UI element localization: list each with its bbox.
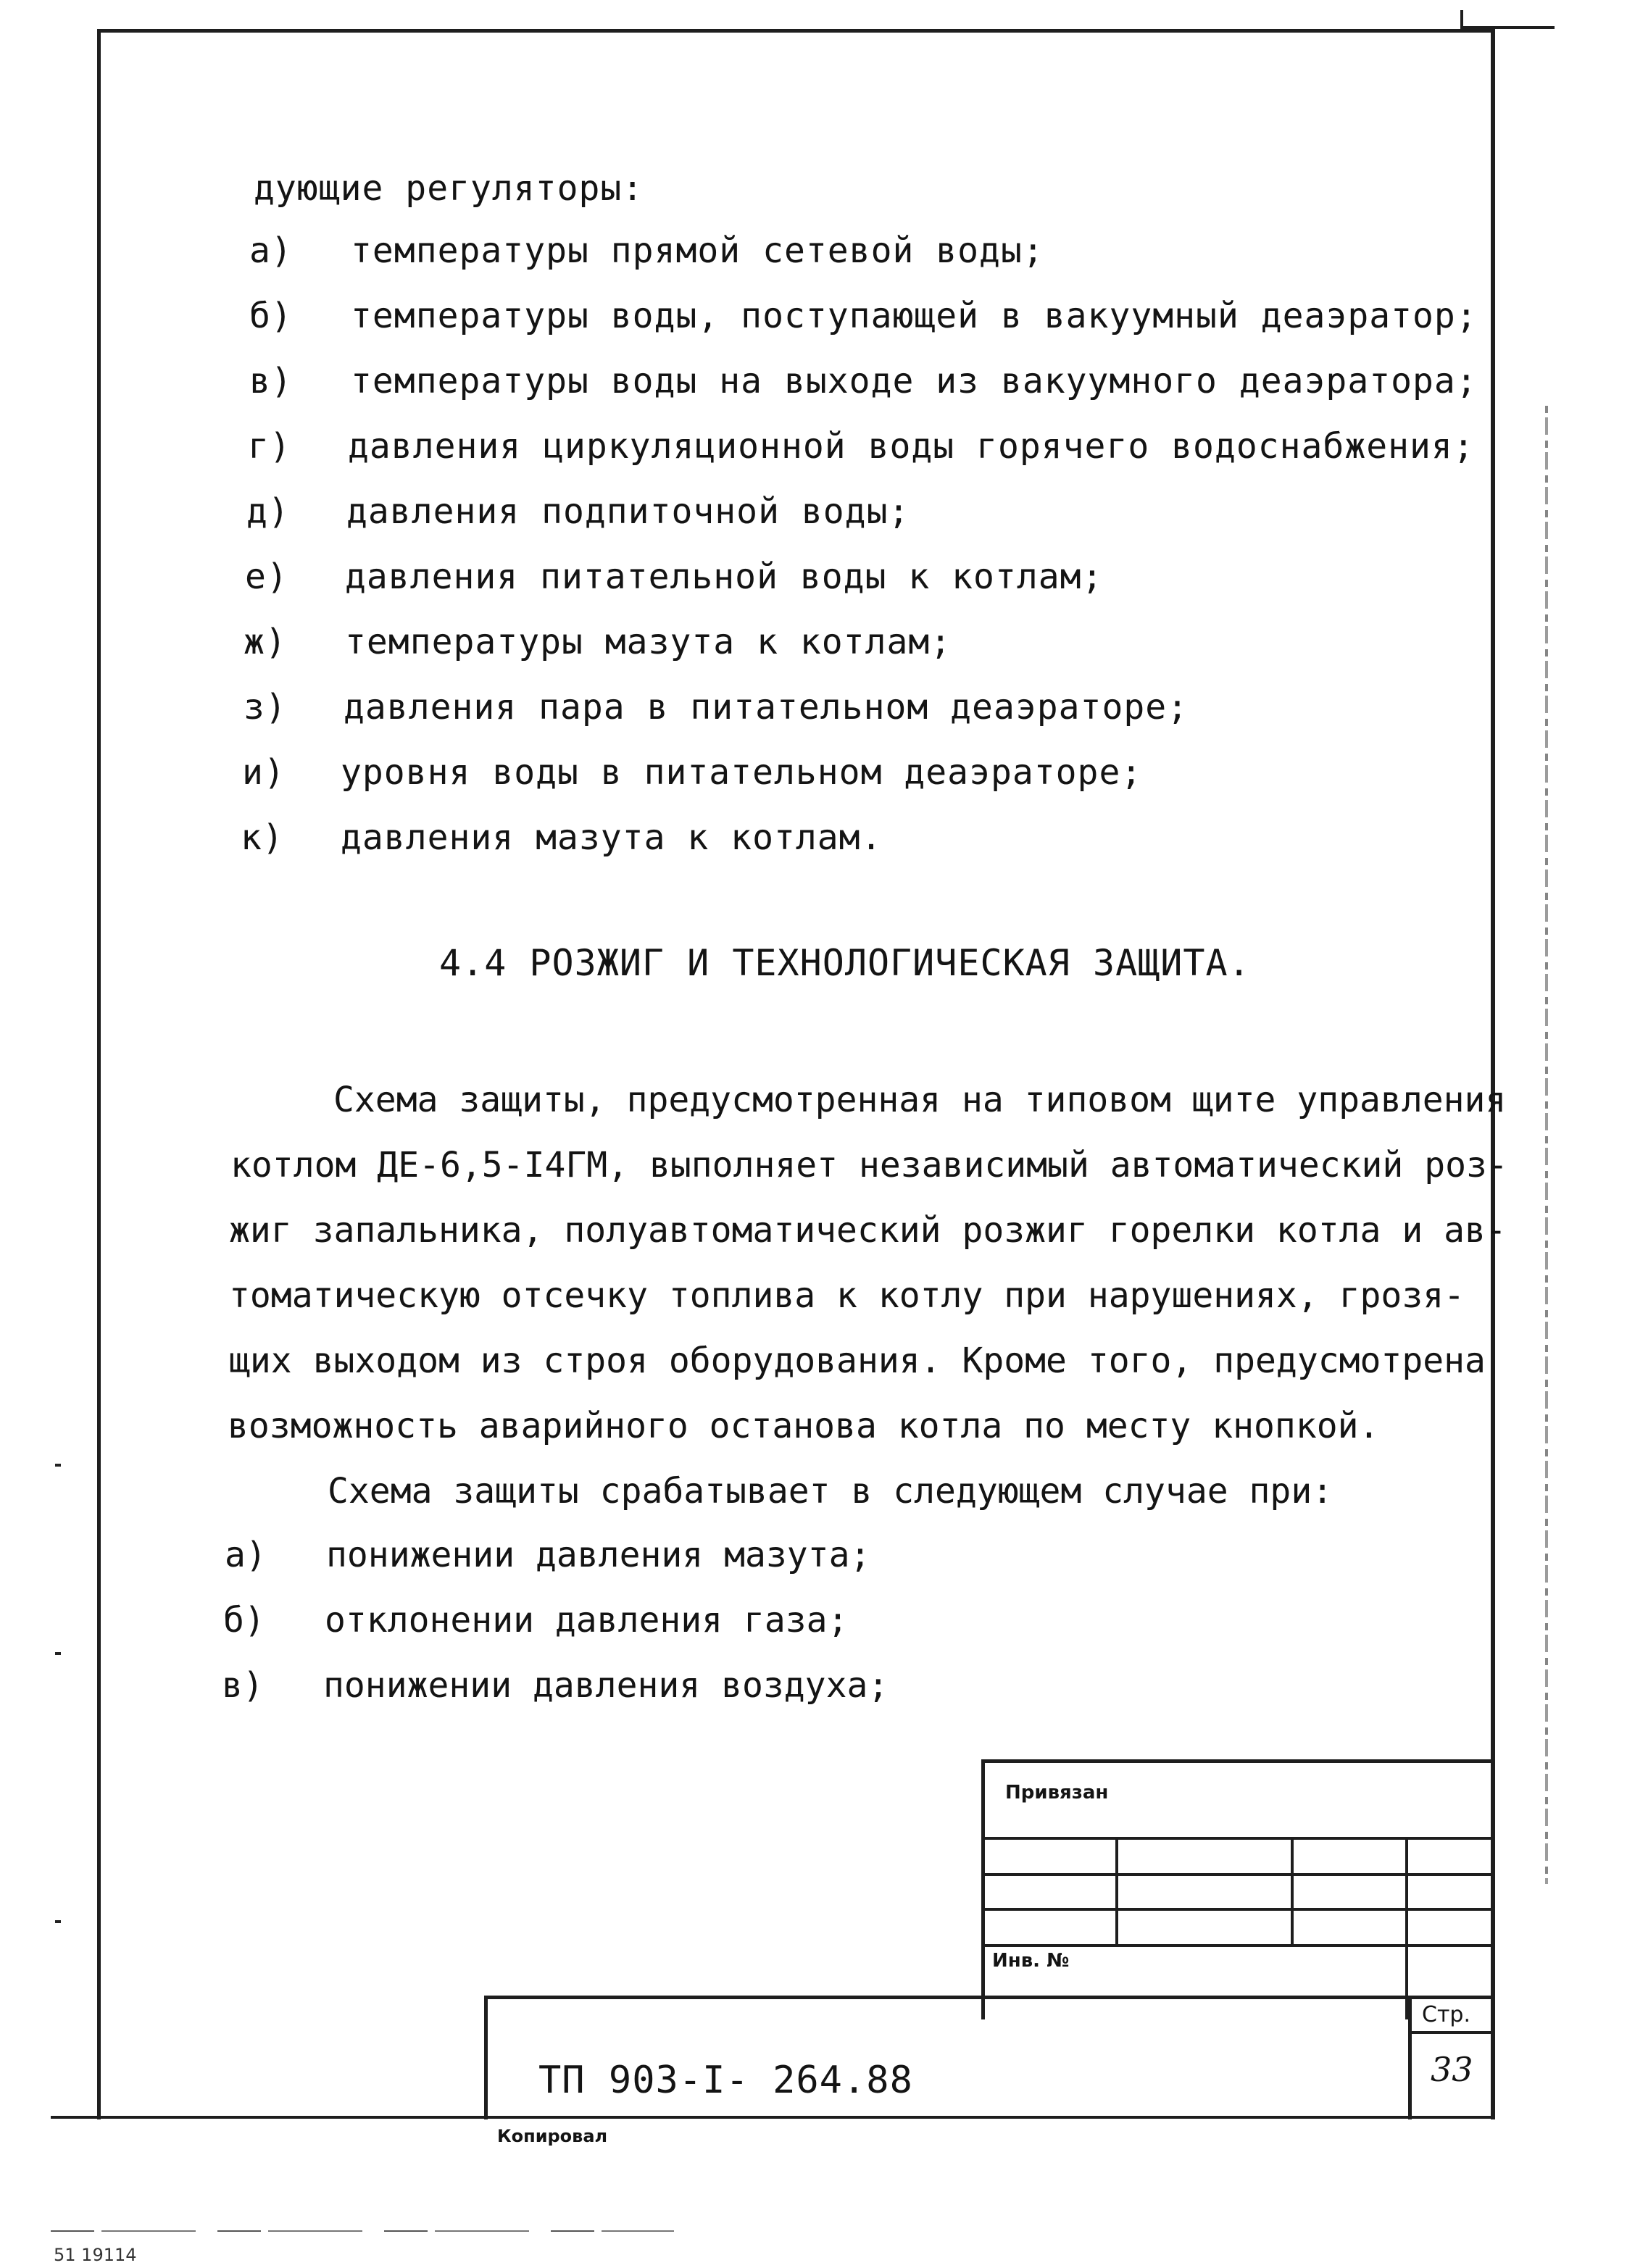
tied-label: Привязан — [1005, 1782, 1109, 1804]
inventory-label: Инв. № — [992, 1950, 1070, 1972]
table-rule — [985, 1908, 1491, 1911]
list-item — [222, 1665, 889, 1706]
approval-stamp-table — [981, 1759, 1491, 2019]
margin-tick — [55, 1652, 61, 1655]
list-marker: в) — [222, 1665, 264, 1706]
list-item — [223, 1600, 849, 1640]
list-text: давления мазута к котлам. — [341, 817, 883, 858]
list-text: отклонении давления газа; — [325, 1600, 849, 1640]
table-rule — [1405, 1837, 1408, 2019]
margin-tick — [55, 1920, 61, 1923]
protection-intro: Схема защиты срабатывает в следующем случае при: — [328, 1471, 1333, 1512]
list-item — [244, 622, 952, 662]
list-marker: б) — [249, 296, 293, 336]
corner-rule — [1460, 26, 1555, 29]
list-item — [225, 1535, 871, 1575]
table-rule — [985, 1944, 1491, 1947]
section-heading: 4.4 РОЗЖИГ И ТЕХНОЛОГИЧЕСКАЯ ЗАЩИТА. — [439, 942, 1251, 984]
list-marker: а) — [249, 230, 293, 271]
paragraph-line: томатическую отсечку топлива к котлу при нарушениях, грозя- — [229, 1275, 1465, 1316]
list-marker: е) — [245, 556, 288, 597]
list-text: понижении давления мазута; — [326, 1535, 871, 1575]
list-marker: б) — [223, 1600, 265, 1640]
margin-tick — [55, 1464, 61, 1467]
list-text: давления питательной воды к котлам; — [345, 556, 1104, 597]
list-item — [242, 752, 1143, 793]
list-item — [249, 296, 1478, 336]
list-marker: з) — [244, 687, 287, 727]
paragraph-line: котлом ДЕ-6,5-I4ГМ, выполняет независимый автоматический роз- — [230, 1145, 1508, 1185]
paragraph-line: щих выходом из строя оборудования. Кроме того, предусмотрена — [229, 1341, 1486, 1381]
paragraph-line: возможность аварийного останова котла по месту кнопкой. — [228, 1406, 1380, 1446]
list-text: температуры мазута к котлам; — [345, 622, 952, 662]
list-item — [248, 426, 1475, 467]
list-marker: ж) — [244, 622, 287, 662]
table-rule — [1291, 1837, 1294, 1944]
list-marker: а) — [225, 1535, 267, 1575]
list-text: давления пара в питательном деаэраторе; — [344, 687, 1189, 727]
table-rule — [985, 1873, 1491, 1876]
list-marker: к) — [241, 817, 284, 858]
list-text: давления циркуляционной воды горячего водоснабжения; — [348, 426, 1475, 467]
list-item — [245, 556, 1104, 597]
list-text: уровня воды в питательном деаэраторе; — [341, 752, 1143, 793]
list-text: давления подпиточной воды; — [346, 491, 910, 532]
page-label: Стр. — [1422, 2002, 1471, 2027]
list-text: температуры прямой сетевой воды; — [351, 230, 1044, 271]
table-rule — [1115, 1837, 1118, 1944]
list-marker: д) — [246, 491, 290, 532]
copied-by-label: Копировал — [497, 2126, 608, 2146]
list-item — [249, 230, 1044, 271]
footer-number: 51 19114 — [54, 2245, 137, 2265]
list-item — [244, 687, 1189, 727]
table-rule — [985, 1837, 1491, 1840]
page-number: 33 — [1431, 2050, 1473, 2089]
list-item — [246, 491, 910, 532]
list-marker: и) — [242, 752, 286, 793]
list-text: температуры воды на выходе из вакуумного деаэратора; — [351, 361, 1478, 401]
page-cell-rule — [1412, 2031, 1494, 2034]
paragraph-line: Схема защиты, предусмотренная на типовом щите управления — [333, 1080, 1507, 1120]
page-cell — [1408, 1999, 1494, 2119]
list-marker: в) — [249, 361, 293, 401]
document-code: ТП 903-I- 264.88 — [538, 2059, 913, 2102]
list-text: температуры воды, поступающей в вакуумный деаэратор; — [351, 296, 1478, 336]
list-text: понижении давления воздуха; — [323, 1665, 889, 1706]
paragraph-line: жиг запальника, полуавтоматический розжиг горелки котла и ав- — [229, 1210, 1507, 1251]
intro-line: дующие регуляторы: — [254, 168, 644, 209]
title-block — [484, 1996, 1491, 2119]
list-item — [249, 361, 1478, 401]
scan-artifact — [1545, 406, 1548, 1884]
footer-rule — [51, 2230, 674, 2232]
list-item — [241, 817, 883, 858]
list-marker: г) — [248, 426, 291, 467]
